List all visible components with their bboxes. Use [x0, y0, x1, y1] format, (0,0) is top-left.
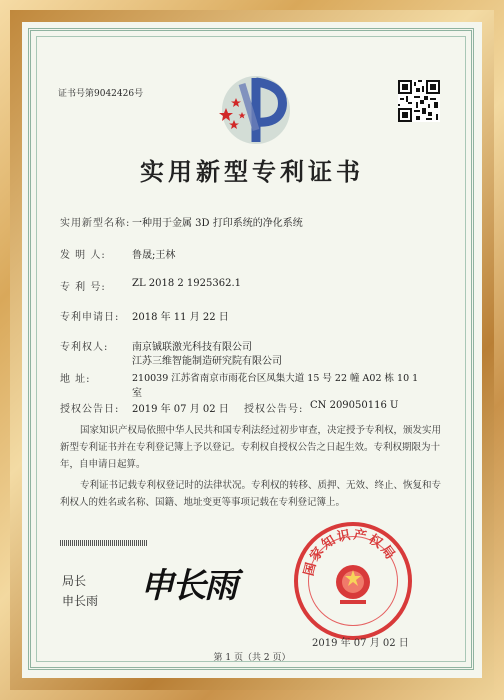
- field-filing-date-label: 专利申请日:: [60, 312, 120, 323]
- page-footer: 第 1 页（共 2 页）: [213, 653, 291, 663]
- field-grant-no-label: 授权公告号:: [244, 404, 304, 415]
- signer-name: 申长雨: [62, 594, 99, 608]
- official-seal: [294, 522, 412, 640]
- field-patent-no-value: ZL 2018 2 1925362.1: [132, 278, 242, 289]
- paragraph-grant: 国家知识产权局依照中华人民共和国专利法经过初步审查，决定授予专利权，颁发实用新型专利证书并在专利登记簿上予以登记。专利权自授权公告之日起生效。专利权期限为十年，自申请日起算。: [60, 425, 442, 470]
- field-patentee-value-1: 南京铖联激光科技有限公司: [132, 342, 252, 353]
- signer-title: 局长: [62, 574, 87, 588]
- field-patentee-value-2: 江苏三维智能制造研究院有限公司: [132, 356, 282, 367]
- field-patentee-label: 专利权人:: [60, 342, 109, 353]
- field-grant-no-value: CN 209050116 U: [310, 400, 399, 411]
- certificate-number: 证书号第9042426号: [58, 89, 144, 99]
- handwritten-signature: 申长雨: [140, 566, 236, 606]
- seal-text: 国家知识产权局: [301, 527, 399, 578]
- field-grant-date-label: 授权公告日:: [60, 404, 120, 415]
- field-address-value-2: 室: [132, 388, 142, 399]
- seal-date: 2019 年 07 月 02 日: [312, 638, 409, 649]
- certificate-paper: [22, 22, 482, 678]
- field-inventor-label: 发 明 人:: [60, 250, 106, 261]
- field-filing-date-value: 2018 年 11 月 22 日: [132, 312, 229, 323]
- sipo-logo-icon: [212, 68, 294, 150]
- field-address-label: 地 址:: [60, 374, 91, 385]
- field-name-label: 实用新型名称:: [60, 218, 131, 229]
- certificate-title: 实用新型专利证书: [140, 157, 364, 186]
- field-grant-date-value: 2019 年 07 月 02 日: [132, 404, 229, 415]
- separator-bar: [60, 540, 148, 546]
- field-inventor-value: 鲁晟;王林: [132, 250, 176, 261]
- qr-code: [398, 80, 440, 122]
- field-name-value: 一种用于金属 3D 打印系统的净化系统: [132, 218, 303, 229]
- field-patent-no-label: 专 利 号:: [60, 282, 106, 293]
- paragraph-legal-status: 专利证书记载专利权登记时的法律状况。专利权的转移、质押、无效、终止、恢复和专利权人的姓名或名称、国籍、地址变更等事项记载在专利登记簿上。: [60, 480, 442, 508]
- field-address-value-1: 210039 江苏省南京市雨花台区凤集大道 15 号 22 幢 A02 栋 10 1: [132, 373, 419, 384]
